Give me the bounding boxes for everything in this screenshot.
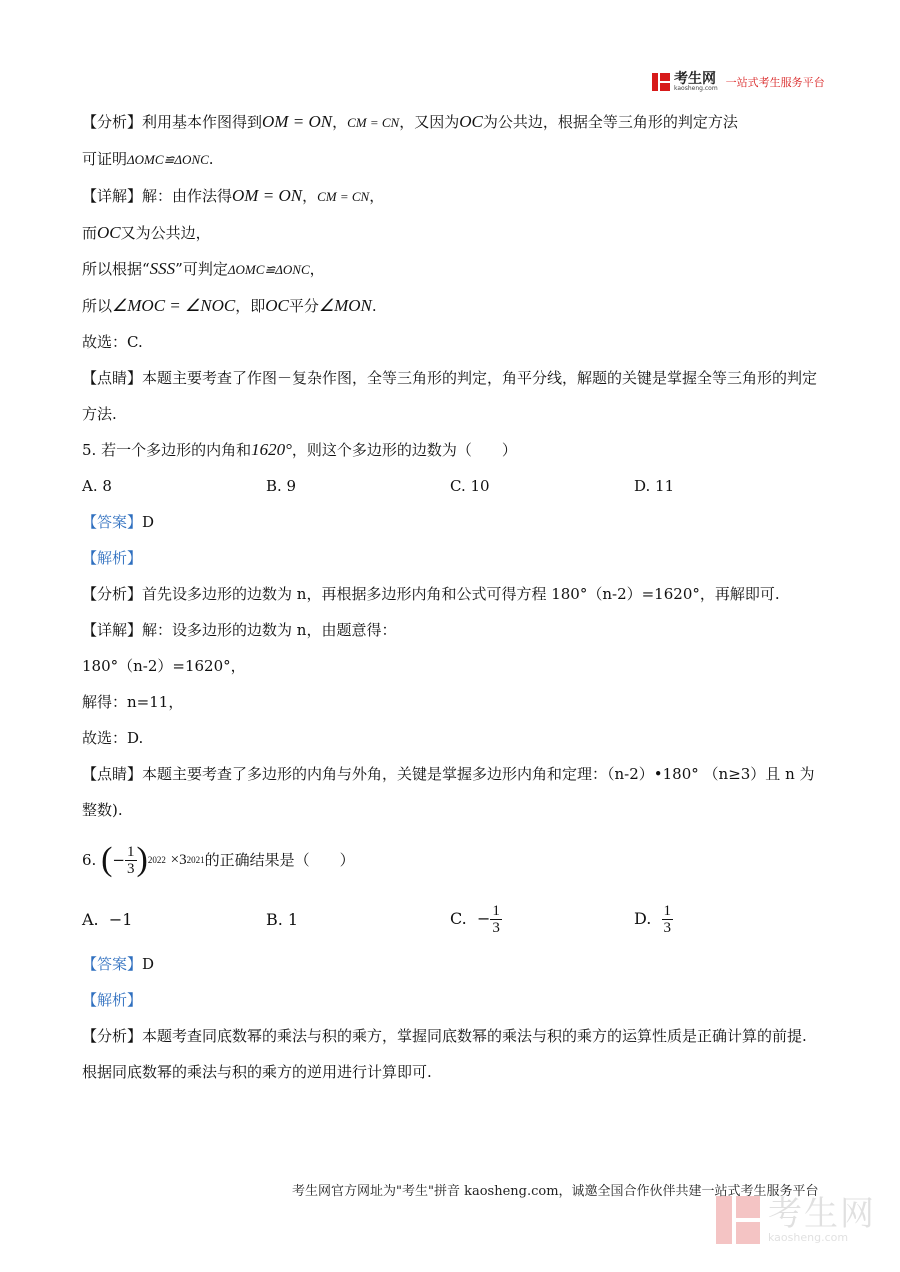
watermark-name: 考生网 xyxy=(768,1193,876,1234)
q5-jiexi: 【解析】 xyxy=(82,549,143,567)
q4-detail-line1: 【详解】解：由作法得OM = ON，CM = CN， xyxy=(82,186,385,205)
q4-comment: 【点睛】本题主要考查了作图－复杂作图，全等三角形的判定，角平分线，解题的关键是掌握全等三角形的判定方法. xyxy=(82,369,818,423)
q5-options xyxy=(82,468,822,504)
q4-detail-line4: 所以∠MOC = ∠NOC，即OC平分∠MON. xyxy=(82,296,377,315)
q5-option-c: C. 10 xyxy=(450,477,490,495)
q5-option-a: A. 8 xyxy=(82,477,112,495)
watermark-url: kaosheng.com xyxy=(768,1230,849,1244)
q4-analysis-line2: 可证明ΔOMC≌ΔONC. xyxy=(82,150,214,168)
q5-stem: 5. 若一个多边形的内角和1620°，则这个多边形的边数为（ ） xyxy=(82,440,517,459)
q6-options xyxy=(82,892,822,946)
q5-option-d: D. 11 xyxy=(634,477,675,495)
q4-detail-line2: 而OC又为公共边， xyxy=(82,223,211,242)
watermark-logo-icon xyxy=(716,1196,760,1244)
q6-fraction: $\frac{1}{3}$ xyxy=(127,843,135,877)
q6-jiexi: 【解析】 xyxy=(82,991,143,1009)
q6-answer: 【答案】D xyxy=(82,955,155,973)
q5-detail: 【详解】解：设多边形的边数为 n，由题意得： xyxy=(82,621,397,639)
q6-option-b: B. 1 xyxy=(266,909,299,929)
footer-text: 考生网官方网址为"考生"拼音 kaosheng.com，诚邀全国合作伙伴共建一站式考生服务平台 xyxy=(292,1184,819,1199)
q4-detail-line3: 所以根据“SSS”可判定ΔOMC≌ΔONC， xyxy=(82,259,325,278)
q5-analysis: 【分析】首先设多边形的边数为 n，再根据多边形内角和公式可得方程 180°（n-2）=1620°，再解即可. xyxy=(82,585,780,603)
q6-stem: 6. ( − $\frac{1}{3}$ ) 2022 ×3 2021 的正确结果是（ ） xyxy=(82,841,355,878)
q4-choice: 故选：C. xyxy=(82,333,143,351)
q5-option-b: B. 9 xyxy=(266,477,297,495)
header-logo xyxy=(652,72,825,92)
logo-icon xyxy=(652,73,670,91)
q4-analysis-line1: 【分析】利用基本作图得到OM = ON，CM = CN，又因为OC为公共边，根据全等三角形的判定方法 xyxy=(82,112,738,131)
document-body xyxy=(82,104,822,1090)
q6-option-d: D. $\frac{1}{3}$ xyxy=(634,902,672,936)
logo-name: 考生网 xyxy=(674,71,716,87)
q6-analysis: 【分析】本题考查同底数幂的乘法与积的乘方，掌握同底数幂的乘法与积的乘方的运算性质是正确计算的前提. xyxy=(82,1027,807,1045)
q5-answer: 【答案】D xyxy=(82,513,155,531)
logo-url: kaosheng.com xyxy=(674,85,718,92)
watermark xyxy=(716,1193,876,1244)
q6-option-c: C. − $\frac{1}{3}$ xyxy=(450,902,500,936)
logo-slogan: 一站式考生服务平台 xyxy=(725,76,825,89)
q5-eq2: 解得：n=11， xyxy=(82,693,184,711)
q5-eq1: 180°（n-2）=1620°， xyxy=(82,657,246,675)
q6-option-a: A. −1 xyxy=(82,909,133,929)
q5-comment: 【点睛】本题主要考查了多边形的内角与外角，关键是掌握多边形内角和定理：（n-2）•180° （n≥3）且 n 为整数). xyxy=(82,765,815,819)
q5-choice: 故选：D. xyxy=(82,729,144,747)
q6-last: 根据同底数幂的乘法与积的乘方的逆用进行计算即可. xyxy=(82,1063,432,1081)
